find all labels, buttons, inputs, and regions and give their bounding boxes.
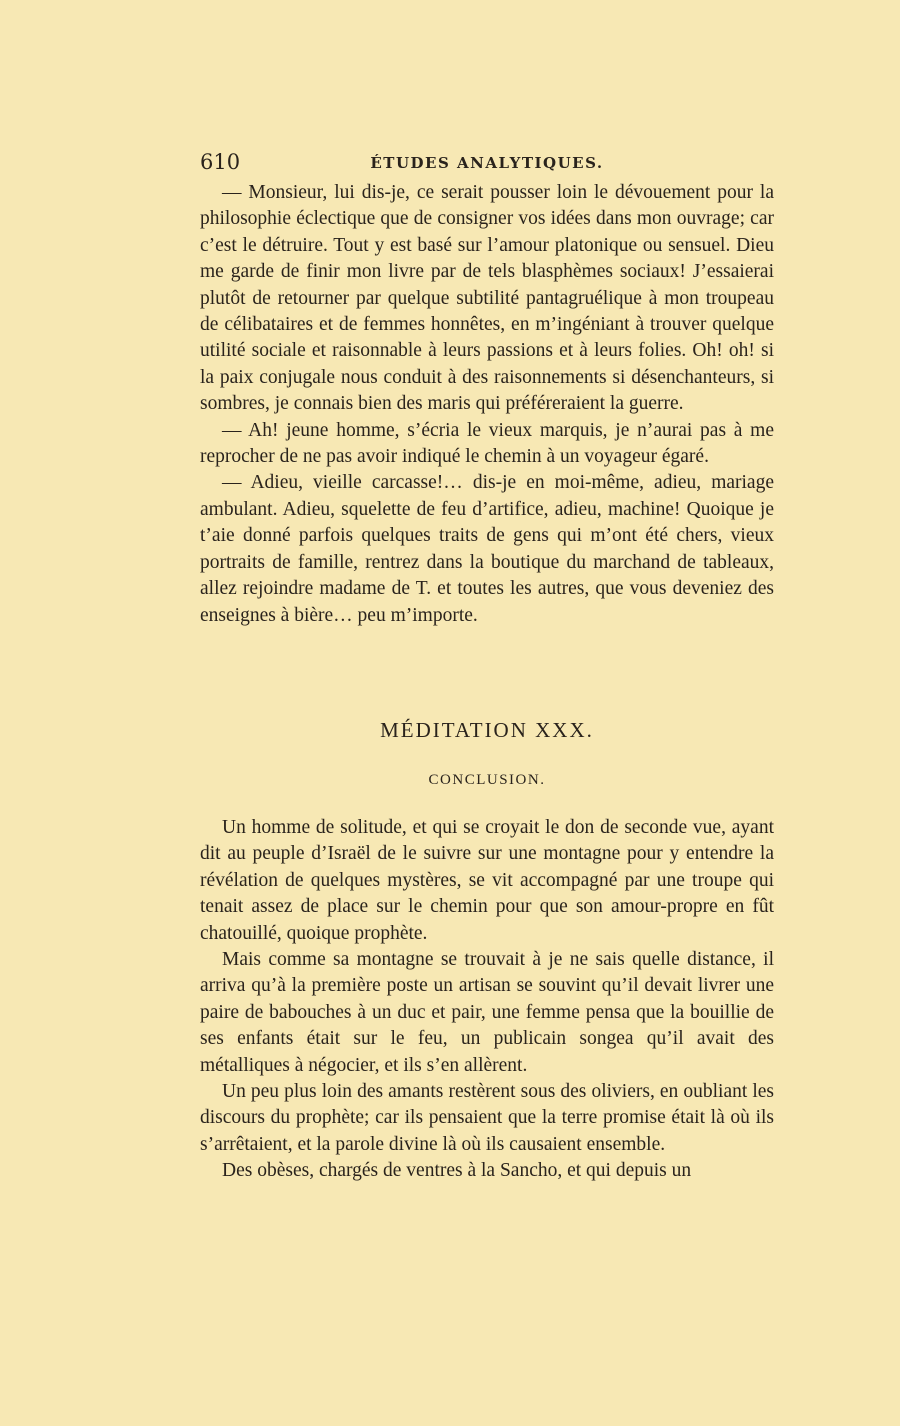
meditation-subtitle: CONCLUSION. bbox=[428, 772, 546, 788]
paragraph: Un homme de solitude, et qui se croyait le don de seconde vue, ayant dit au peuple d’Israël de le suivre sur une montagne pour y entendre la révélation de quelques mystères, se vit accompagné par une troupe qui tenait assez de place sur le chemin pour que son amour-propre en fût chatouillé, quoique prophète. bbox=[200, 817, 774, 944]
meditation-title: MÉDITATION XXX. bbox=[380, 718, 594, 742]
page-header bbox=[200, 150, 774, 180]
paragraph: Des obèses, chargés de ventres à la Sancho, et qui depuis un bbox=[222, 1160, 692, 1182]
paragraph: — Monsieur, lui dis-je, ce serait pousser loin le dévouement pour la philosophie éclectique que de consigner vos idées dans mon ouvrage; car c’est le détruire. Tout y est basé sur l’amour platonique ou sensuel. Dieu me garde de finir mon livre par de tels blasphèmes sociaux! J’essaierai plutôt de retourner par quelque subtilité pantagruélique à mon troupeau de célibataires et de femmes honnêtes, en m’ingéniant à trouver quelque utilité sociale et raisonnable à leurs passions et à leurs folies. Oh! oh! si la paix conjugale nous conduit à des raisonnements si désenchanteurs, si sombres, je connais bien des maris qui préféreraient la guerre. bbox=[200, 182, 774, 415]
running-head: ÉTUDES ANALYTIQUES. bbox=[370, 154, 604, 172]
page-number: 610 bbox=[200, 150, 241, 174]
text-block-conclusion bbox=[200, 815, 774, 1185]
paragraph: Un peu plus loin des amants restèrent sous des oliviers, en oubliant les discours du prophète; car ils pensaient que la terre promise était là où ils s’arrêtaient, et la parole divine là où ils causaient ensemble. bbox=[200, 1081, 774, 1155]
paragraph: — Ah! jeune homme, s’écria le vieux marquis, je n’aurai pas à me reprocher de ne pas avoir indiqué le chemin à un voyageur égaré. bbox=[200, 419, 774, 468]
paragraph: Mais comme sa montagne se trouvait à je ne sais quelle distance, il arriva qu’à la première poste un artisan se souvint qu’il devait livrer une paire de babouches à un duc et pair, une femme pensa que la bouillie de ses enfants était sur le feu, un publicain songea qu’il avait des métalliques à négocier, et ils s’en allèrent. bbox=[200, 949, 774, 1076]
paragraph: — Adieu, vieille carcasse!… dis-je en moi-même, adieu, mariage ambulant. Adieu, squelette de feu d’artifice, adieu, machine! Quoique je t’aie donné parfois quelques traits de gens qui m’ont été chers, vieux portraits de famille, rentrez dans la boutique du marchand de tableaux, allez rejoindre madame de T. et toutes les autres, que vous deveniez des enseignes à bière… peu m’importe. bbox=[200, 472, 774, 626]
text-block-dialogue bbox=[200, 180, 774, 629]
